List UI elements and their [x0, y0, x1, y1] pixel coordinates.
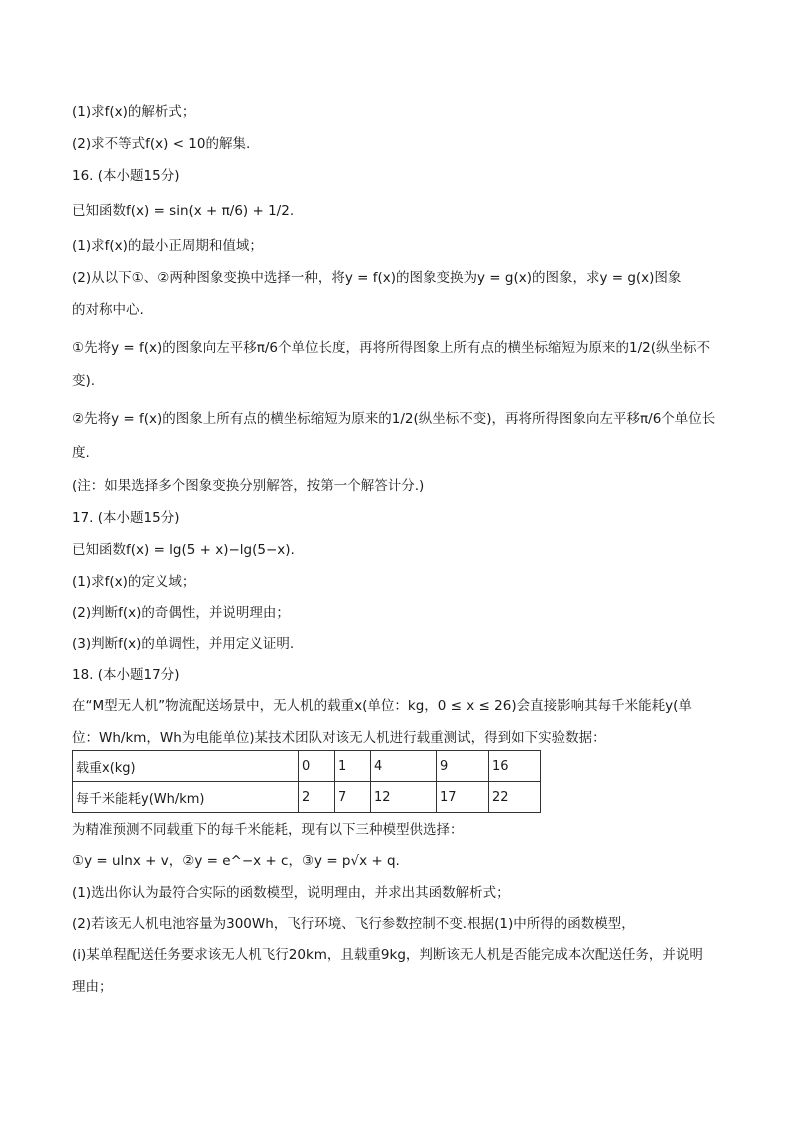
table-cell: 17	[437, 782, 489, 813]
q17-part1: (1)求f(x)的定义域；	[72, 574, 196, 590]
table-cell: 0	[299, 751, 335, 782]
table-row-label: 每千米能耗y(Wh/km)	[73, 782, 299, 813]
table-cell: 16	[489, 751, 541, 782]
q17-part2: (2)判断f(x)的奇偶性，并说明理由；	[72, 605, 290, 621]
q16-option2-line1: ②先将y = f(x)的图象上所有点的横坐标缩短为原来的1/2(纵坐标不变)，再将所得图象向左平移π/6个单位长	[72, 411, 716, 427]
table-cell: 22	[489, 782, 541, 813]
table-cell: 7	[335, 782, 371, 813]
q15-part1: (1)求f(x)的解析式；	[72, 104, 196, 120]
q17-part3: (3)判断f(x)的单调性，并用定义证明.	[72, 636, 295, 652]
q18-part2: (2)若该无人机电池容量为300Wh，飞行环境、飞行参数控制不变.根据(1)中所得的函数模型，	[72, 916, 635, 932]
q18-part2i-line2: 理由；	[72, 979, 113, 995]
q16-part1: (1)求f(x)的最小正周期和值域；	[72, 238, 263, 254]
q16-option1-line2: 变).	[72, 373, 96, 389]
table-cell: 9	[437, 751, 489, 782]
q18-part1: (1)选出你认为最符合实际的函数模型，说明理由，并求出其函数解析式；	[72, 885, 510, 901]
q18-models: ①y = ulnx + v，②y = e^−x + c，③y = p√x + q.	[72, 853, 400, 869]
table-row	[73, 751, 541, 782]
table-row-label: 载重x(kg)	[73, 751, 299, 782]
q18-models-intro: 为精准预测不同载重下的每千米能耗，现有以下三种模型供选择：	[72, 822, 464, 838]
q18-header: 18. (本小题17分)	[72, 667, 180, 683]
q16-stem: 已知函数f(x) = sin(x + π/6) + 1/2.	[72, 203, 295, 219]
table-cell: 4	[371, 751, 437, 782]
table-cell: 12	[371, 782, 437, 813]
q16-header: 16. (本小题15分)	[72, 168, 180, 184]
q16-note: (注：如果选择多个图象变换分别解答，按第一个解答计分.)	[72, 478, 425, 494]
table-row	[73, 782, 541, 813]
q17-stem: 已知函数f(x) = lg(5 + x)−lg(5−x).	[72, 542, 295, 558]
load-energy-table	[72, 750, 541, 813]
q18-part2i-line1: (i)某单程配送任务要求该无人机飞行20km，且载重9kg，判断该无人机是否能完成本次配送任务，并说明	[72, 947, 703, 963]
q16-part2-line1: (2)从以下①、②两种图象变换中选择一种，将y = f(x)的图象变换为y = g(x)的图象，求y = g(x)图象	[72, 270, 682, 286]
q16-option2-line2: 度.	[72, 445, 90, 461]
q16-option1-line1: ①先将y = f(x)的图象向左平移π/6个单位长度，再将所得图象上所有点的横坐标缩短为原来的1/2(纵坐标不	[72, 340, 711, 356]
q17-header: 17. (本小题15分)	[72, 510, 180, 526]
table-cell: 2	[299, 782, 335, 813]
q18-stem-line2: 位：Wh/km，Wh为电能单位)某技术团队对该无人机进行载重测试，得到如下实验数据：	[72, 730, 606, 746]
table-cell: 1	[335, 751, 371, 782]
q18-stem-line1: 在“M型无人机”物流配送场景中，无人机的载重x(单位：kg，0 ≤ x ≤ 26)会直接影响其每千米能耗y(单	[72, 698, 692, 714]
q16-part2-line2: 的对称中心.	[72, 302, 144, 318]
q15-part2: (2)求不等式f(x) < 10的解集.	[72, 136, 251, 152]
